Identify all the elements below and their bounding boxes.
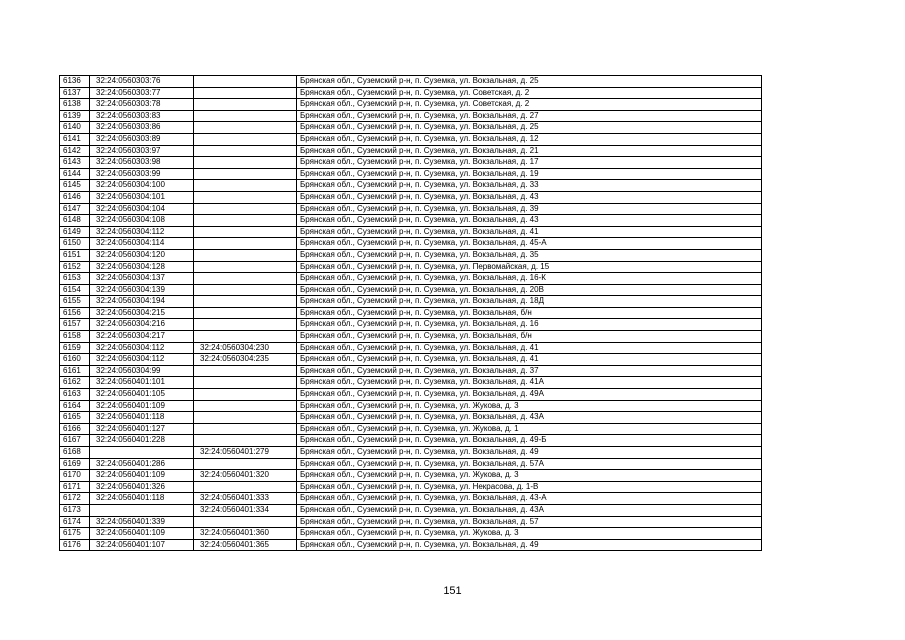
table-row [60,319,762,331]
cadastral-number-cell: 32:24:0560401:109 [90,470,194,482]
address-cell: Брянская обл., Суземский р-н, п. Суземка, ул. Вокзальная, д. 16 [297,319,762,331]
row-number-cell: 6173 [60,504,90,516]
cadastral-number-cell: 32:24:0560303:98 [90,157,194,169]
row-number-cell: 6136 [60,76,90,88]
table-row [60,458,762,470]
table-row [60,342,762,354]
address-cell: Брянская обл., Суземский р-н, п. Суземка, ул. Вокзальная, д. 43 [297,215,762,227]
address-cell: Брянская обл., Суземский р-н, п. Суземка, ул. Жукова, д. 3 [297,470,762,482]
cadastral-number-cell: 32:24:0560304:217 [90,331,194,343]
table-row [60,435,762,447]
cadastral-number-cell: 32:24:0560304:112 [90,354,194,366]
related-cadastral-number-cell [194,377,297,389]
address-cell: Брянская обл., Суземский р-н, п. Суземка, ул. Советская, д. 2 [297,99,762,111]
table-row [60,180,762,192]
cadastral-number-cell: 32:24:0560304:112 [90,342,194,354]
cadastral-number-cell: 32:24:0560401:107 [90,539,194,551]
row-number-cell: 6145 [60,180,90,192]
cadastral-number-cell: 32:24:0560303:78 [90,99,194,111]
row-number-cell: 6167 [60,435,90,447]
cadastral-number-cell: 32:24:0560401:286 [90,458,194,470]
related-cadastral-number-cell [194,99,297,111]
row-number-cell: 6166 [60,423,90,435]
table-row [60,215,762,227]
address-cell: Брянская обл., Суземский р-н, п. Суземка, ул. Вокзальная, д. 43А [297,504,762,516]
related-cadastral-number-cell: 32:24:0560401:360 [194,528,297,540]
related-cadastral-number-cell [194,319,297,331]
row-number-cell: 6139 [60,110,90,122]
related-cadastral-number-cell: 32:24:0560304:230 [194,342,297,354]
row-number-cell: 6137 [60,87,90,99]
row-number-cell: 6161 [60,365,90,377]
cadastral-number-cell: 32:24:0560304:120 [90,249,194,261]
address-cell: Брянская обл., Суземский р-н, п. Суземка, ул. Первомайская, д. 15 [297,261,762,273]
table-row [60,528,762,540]
table-row [60,110,762,122]
cadastral-number-cell: 32:24:0560304:104 [90,203,194,215]
row-number-cell: 6144 [60,168,90,180]
cadastral-number-cell: 32:24:0560304:137 [90,273,194,285]
page-number: 151 [443,585,462,597]
table-row [60,145,762,157]
related-cadastral-number-cell: 32:24:0560401:334 [194,504,297,516]
address-cell: Брянская обл., Суземский р-н, п. Суземка, ул. Вокзальная, д. 19 [297,168,762,180]
cadastral-number-cell: 32:24:0560401:228 [90,435,194,447]
table-row [60,447,762,459]
row-number-cell: 6140 [60,122,90,134]
address-cell: Брянская обл., Суземский р-н, п. Суземка, ул. Вокзальная, д. 49 [297,447,762,459]
related-cadastral-number-cell [194,331,297,343]
table-row [60,389,762,401]
table-row [60,261,762,273]
cadastral-number-cell: 32:24:0560304:99 [90,365,194,377]
cadastral-number-cell: 32:24:0560304:194 [90,296,194,308]
table-row [60,157,762,169]
row-number-cell: 6162 [60,377,90,389]
related-cadastral-number-cell [194,122,297,134]
row-number-cell: 6152 [60,261,90,273]
table-row [60,423,762,435]
cadastral-number-cell: 32:24:0560401:105 [90,389,194,401]
related-cadastral-number-cell [194,423,297,435]
related-cadastral-number-cell [194,203,297,215]
table-row [60,191,762,203]
row-number-cell: 6150 [60,238,90,250]
row-number-cell: 6143 [60,157,90,169]
address-cell: Брянская обл., Суземский р-н, п. Суземка, ул. Вокзальная, б/н [297,331,762,343]
address-cell: Брянская обл., Суземский р-н, п. Суземка, ул. Вокзальная, д. 49 [297,539,762,551]
table-row [60,238,762,250]
cadastral-number-cell: 32:24:0560401:127 [90,423,194,435]
row-number-cell: 6171 [60,481,90,493]
table-row [60,203,762,215]
related-cadastral-number-cell [194,400,297,412]
address-cell: Брянская обл., Суземский р-н, п. Суземка, ул. Вокзальная, д. 49А [297,389,762,401]
cadastral-number-cell: 32:24:0560304:114 [90,238,194,250]
cadastral-number-cell [90,504,194,516]
row-number-cell: 6146 [60,191,90,203]
table-row [60,76,762,88]
related-cadastral-number-cell [194,215,297,227]
address-cell: Брянская обл., Суземский р-н, п. Суземка, ул. Вокзальная, д. 41 [297,354,762,366]
table-row [60,284,762,296]
address-cell: Брянская обл., Суземский р-н, п. Суземка, ул. Вокзальная, д. 12 [297,133,762,145]
related-cadastral-number-cell [194,481,297,493]
address-cell: Брянская обл., Суземский р-н, п. Суземка, ул. Вокзальная, д. 43-А [297,493,762,505]
address-cell: Брянская обл., Суземский р-н, п. Суземка, ул. Вокзальная, д. 41 [297,226,762,238]
cadastral-number-cell: 32:24:0560304:216 [90,319,194,331]
address-cell: Брянская обл., Суземский р-н, п. Суземка, ул. Вокзальная, д. 18Д [297,296,762,308]
related-cadastral-number-cell: 32:24:0560401:320 [194,470,297,482]
related-cadastral-number-cell [194,458,297,470]
address-cell: Брянская обл., Суземский р-н, п. Суземка, ул. Вокзальная, д. 57А [297,458,762,470]
row-number-cell: 6158 [60,331,90,343]
related-cadastral-number-cell [194,110,297,122]
table-row [60,296,762,308]
row-number-cell: 6174 [60,516,90,528]
cadastral-number-cell: 32:24:0560304:215 [90,307,194,319]
table-row [60,354,762,366]
related-cadastral-number-cell [194,389,297,401]
related-cadastral-number-cell [194,133,297,145]
cadastral-number-cell: 32:24:0560304:100 [90,180,194,192]
table-row [60,470,762,482]
row-number-cell: 6170 [60,470,90,482]
address-cell: Брянская обл., Суземский р-н, п. Суземка, ул. Жукова, д. 3 [297,528,762,540]
related-cadastral-number-cell [194,180,297,192]
table-row [60,365,762,377]
related-cadastral-number-cell [194,238,297,250]
address-cell: Брянская обл., Суземский р-н, п. Суземка, ул. Вокзальная, д. 35 [297,249,762,261]
address-cell: Брянская обл., Суземский р-н, п. Суземка, ул. Вокзальная, д. 27 [297,110,762,122]
row-number-cell: 6159 [60,342,90,354]
table-row [60,377,762,389]
row-number-cell: 6154 [60,284,90,296]
cadastral-number-cell: 32:24:0560401:118 [90,493,194,505]
related-cadastral-number-cell [194,226,297,238]
cadastral-number-cell: 32:24:0560303:83 [90,110,194,122]
table-row [60,273,762,285]
related-cadastral-number-cell [194,307,297,319]
address-cell: Брянская обл., Суземский р-н, п. Суземка, ул. Некрасова, д. 1-В [297,481,762,493]
cadastral-number-cell: 32:24:0560304:128 [90,261,194,273]
related-cadastral-number-cell [194,516,297,528]
related-cadastral-number-cell [194,76,297,88]
related-cadastral-number-cell [194,87,297,99]
row-number-cell: 6176 [60,539,90,551]
cadastral-number-cell: 32:24:0560303:76 [90,76,194,88]
cadastral-number-cell: 32:24:0560304:108 [90,215,194,227]
table-row [60,516,762,528]
cadastral-number-cell: 32:24:0560303:77 [90,87,194,99]
cadastral-number-cell: 32:24:0560401:326 [90,481,194,493]
row-number-cell: 6147 [60,203,90,215]
related-cadastral-number-cell [194,168,297,180]
row-number-cell: 6149 [60,226,90,238]
cadastral-number-cell [90,447,194,459]
related-cadastral-number-cell: 32:24:0560401:333 [194,493,297,505]
property-register-table [59,75,762,551]
register-table-body [60,76,762,551]
address-cell: Брянская обл., Суземский р-н, п. Суземка, ул. Вокзальная, д. 39 [297,203,762,215]
address-cell: Брянская обл., Суземский р-н, п. Суземка, ул. Вокзальная, б/н [297,307,762,319]
cadastral-number-cell: 32:24:0560401:118 [90,412,194,424]
address-cell: Брянская обл., Суземский р-н, п. Суземка, ул. Вокзальная, д. 25 [297,76,762,88]
address-cell: Брянская обл., Суземский р-н, п. Суземка, ул. Жукова, д. 3 [297,400,762,412]
row-number-cell: 6160 [60,354,90,366]
row-number-cell: 6142 [60,145,90,157]
related-cadastral-number-cell [194,273,297,285]
address-cell: Брянская обл., Суземский р-н, п. Суземка, ул. Вокзальная, д. 57 [297,516,762,528]
address-cell: Брянская обл., Суземский р-н, п. Суземка, ул. Вокзальная, д. 43 [297,191,762,203]
row-number-cell: 6172 [60,493,90,505]
table-row [60,493,762,505]
row-number-cell: 6169 [60,458,90,470]
related-cadastral-number-cell: 32:24:0560304:235 [194,354,297,366]
related-cadastral-number-cell: 32:24:0560401:365 [194,539,297,551]
address-cell: Брянская обл., Суземский р-н, п. Суземка, ул. Вокзальная, д. 16-К [297,273,762,285]
row-number-cell: 6138 [60,99,90,111]
table-row [60,481,762,493]
cadastral-number-cell: 32:24:0560304:112 [90,226,194,238]
cadastral-number-cell: 32:24:0560303:99 [90,168,194,180]
address-cell: Брянская обл., Суземский р-н, п. Суземка, ул. Вокзальная, д. 21 [297,145,762,157]
cadastral-number-cell: 32:24:0560303:86 [90,122,194,134]
address-cell: Брянская обл., Суземский р-н, п. Суземка, ул. Вокзальная, д. 37 [297,365,762,377]
cadastral-number-cell: 32:24:0560401:109 [90,400,194,412]
address-cell: Брянская обл., Суземский р-н, п. Суземка, ул. Советская, д. 2 [297,87,762,99]
related-cadastral-number-cell [194,249,297,261]
related-cadastral-number-cell: 32:24:0560401:279 [194,447,297,459]
row-number-cell: 6141 [60,133,90,145]
row-number-cell: 6163 [60,389,90,401]
address-cell: Брянская обл., Суземский р-н, п. Суземка, ул. Вокзальная, д. 25 [297,122,762,134]
address-cell: Брянская обл., Суземский р-н, п. Суземка, ул. Вокзальная, д. 43А [297,412,762,424]
related-cadastral-number-cell [194,191,297,203]
address-cell: Брянская обл., Суземский р-н, п. Суземка, ул. Вокзальная, д. 41 [297,342,762,354]
row-number-cell: 6175 [60,528,90,540]
row-number-cell: 6148 [60,215,90,227]
table-row [60,331,762,343]
cadastral-number-cell: 32:24:0560304:139 [90,284,194,296]
related-cadastral-number-cell [194,284,297,296]
table-row [60,539,762,551]
cadastral-number-cell: 32:24:0560303:97 [90,145,194,157]
row-number-cell: 6151 [60,249,90,261]
row-number-cell: 6153 [60,273,90,285]
related-cadastral-number-cell [194,412,297,424]
table-row [60,133,762,145]
cadastral-number-cell: 32:24:0560401:339 [90,516,194,528]
cadastral-number-cell: 32:24:0560401:109 [90,528,194,540]
table-row [60,504,762,516]
row-number-cell: 6168 [60,447,90,459]
table-row [60,307,762,319]
address-cell: Брянская обл., Суземский р-н, п. Суземка, ул. Вокзальная, д. 33 [297,180,762,192]
address-cell: Брянская обл., Суземский р-н, п. Суземка, ул. Вокзальная, д. 41А [297,377,762,389]
address-cell: Брянская обл., Суземский р-н, п. Суземка, ул. Вокзальная, д. 49-Б [297,435,762,447]
row-number-cell: 6157 [60,319,90,331]
table-row [60,226,762,238]
cadastral-number-cell: 32:24:0560304:101 [90,191,194,203]
table-row [60,168,762,180]
address-cell: Брянская обл., Суземский р-н, п. Суземка, ул. Жукова, д. 1 [297,423,762,435]
table-row [60,122,762,134]
related-cadastral-number-cell [194,145,297,157]
table-row [60,99,762,111]
table-row [60,412,762,424]
table-row [60,249,762,261]
row-number-cell: 6164 [60,400,90,412]
address-cell: Брянская обл., Суземский р-н, п. Суземка, ул. Вокзальная, д. 17 [297,157,762,169]
related-cadastral-number-cell [194,157,297,169]
cadastral-number-cell: 32:24:0560401:101 [90,377,194,389]
row-number-cell: 6156 [60,307,90,319]
row-number-cell: 6155 [60,296,90,308]
related-cadastral-number-cell [194,296,297,308]
row-number-cell: 6165 [60,412,90,424]
cadastral-number-cell: 32:24:0560303:89 [90,133,194,145]
related-cadastral-number-cell [194,435,297,447]
table-row [60,400,762,412]
address-cell: Брянская обл., Суземский р-н, п. Суземка, ул. Вокзальная, д. 45-А [297,238,762,250]
table-row [60,87,762,99]
address-cell: Брянская обл., Суземский р-н, п. Суземка, ул. Вокзальная, д. 20В [297,284,762,296]
related-cadastral-number-cell [194,365,297,377]
related-cadastral-number-cell [194,261,297,273]
